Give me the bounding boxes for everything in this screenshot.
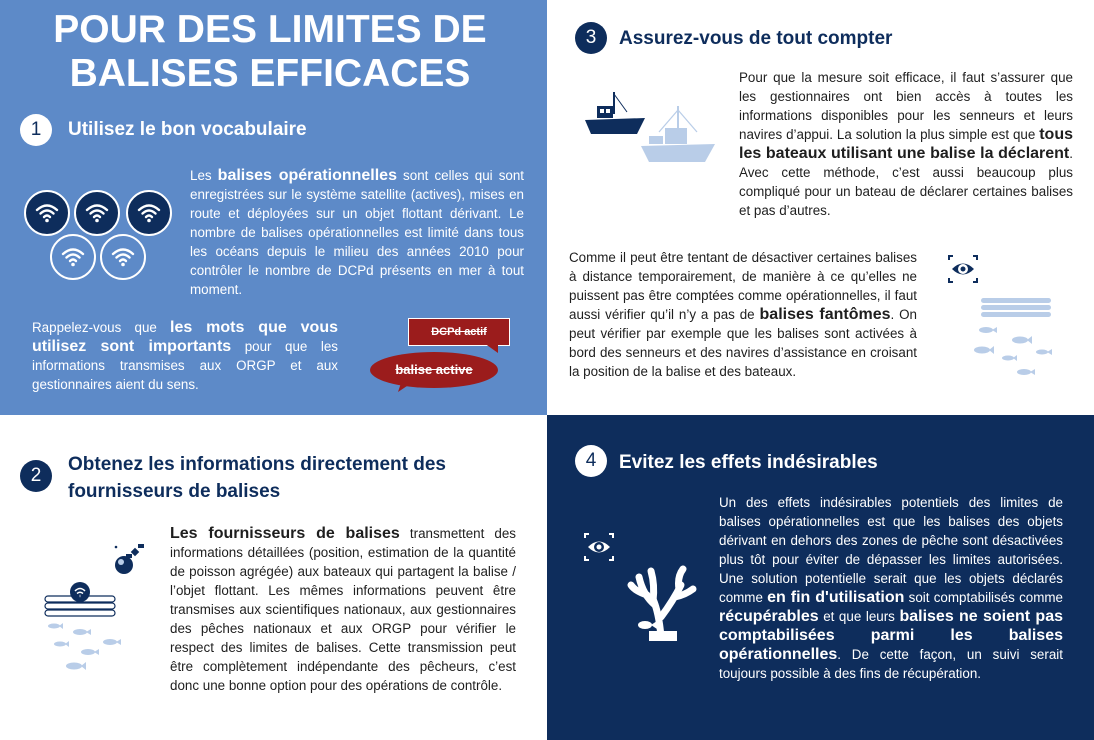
step-number-2: 2 bbox=[20, 460, 52, 492]
reminder-paragraph: Rappelez-vous que les mots que vous utilisez sont importants pour que les informations transmises aux ORGP et aux gestionnaires aient du sens. bbox=[32, 319, 339, 392]
step-number-4: 4 bbox=[575, 445, 607, 477]
wifi-icon bbox=[126, 190, 172, 236]
fishing-boat-icon bbox=[639, 102, 717, 166]
speech-bubble-tail bbox=[398, 380, 418, 394]
section-side-effects bbox=[547, 415, 1094, 740]
ghost-buoys-paragraph: Comme il peut être tentant de désactiver certaines balises à distance temporairement, de manière à ce qu’elles ne puissent pas être comptées comme opérationnelles, il faut aussi vérifier qu’il n’y a pas de balises fantômes. On peut vérifier par exemple que les balises sont activées à bord des senneurs et des navires d’assistance en croisant la position de la balise et des bateaux. bbox=[569, 250, 918, 379]
fish-icon bbox=[972, 324, 1062, 380]
section-vocabulary bbox=[0, 0, 547, 415]
wifi-icon bbox=[50, 234, 96, 280]
section-heading-2: Obtenez les informations directement des fournisseurs de balises bbox=[68, 454, 446, 502]
wifi-icon bbox=[24, 190, 70, 236]
coral-icon bbox=[625, 565, 699, 641]
fishing-boat-icon bbox=[583, 90, 647, 142]
wifi-icon bbox=[74, 190, 120, 236]
step-number-3: 3 bbox=[575, 22, 607, 54]
section-heading-3: Assurez-vous de tout compter bbox=[619, 28, 893, 49]
fish-icon bbox=[40, 620, 130, 680]
vocabulary-paragraph: Les balises opérationnelles sont celles qui sont enregistrées sur le système satellite (actives), mises en route et déployées sur un objet flottant dérivant. Le nombre de balises opérationnelles est limité dans tous les océans depuis le milieu des années 2010 pour contrôler le nombre de DCPd présents en mer à tout moment. bbox=[190, 167, 525, 297]
eye-icon bbox=[583, 532, 615, 562]
speech-bubble-tail bbox=[484, 343, 500, 355]
side-effects-paragraph: Un des effets indésirables potentiels des limites de balises opérationnelles est que les balises des objets dérivant en dehors des zones de pêche sont désactivées plus tôt pour éviter de dépasser les limites autorisées. Une solution potentielle serait que les objets déclarés comme en fin d'utilisation soit comptabilisés comme récupérables et que leurs balises ne soient pas comptabilisées parmi les balises opérationnelles. De cette façon, un suivi serait toujours possible à des fins de récupération. bbox=[719, 495, 1063, 681]
speech-bubble-correct: balise active bbox=[370, 352, 498, 388]
section-count-all bbox=[547, 0, 1094, 415]
step-number-1: 1 bbox=[20, 114, 52, 146]
eye-icon bbox=[947, 254, 979, 284]
page-title: POUR DES LIMITES DE BALISES EFFICACES bbox=[53, 8, 487, 95]
count-paragraph: Pour que la mesure soit efficace, il faut s’assurer que les gestionnaires ont bien accès à toutes les informations disponibles pour les senneurs et leurs navires d’appui. La solution la plus simple est que tous les bateaux utilisant une balise la déclarent. Avec cette méthode, c’est aussi beaucoup plus compliqué pour un bateau de déclarer certaines balises et pas d’autres. bbox=[739, 70, 1073, 218]
section-heading-4: Evitez les effets indésirables bbox=[619, 452, 878, 473]
section-providers bbox=[0, 415, 547, 740]
satellite-icon bbox=[112, 543, 146, 577]
speech-bubble-incorrect: DCPd actif bbox=[408, 318, 510, 346]
fad-raft-icon bbox=[977, 296, 1057, 322]
wifi-icon bbox=[100, 234, 146, 280]
fad-raft-icon bbox=[42, 580, 122, 620]
providers-paragraph: Les fournisseurs de balises transmettent des informations détaillées (position, estimation de la quantité de poisson agrégée) aux bateaux qui partagent la balise / l’objet flottant. Les mêmes informations peuvent être transmises aux scientifiques nationaux, aux gestionnaires des pêches nationaux et aux ORGP pour vérifier le respect des limites de balises. Cette transmission peut être complètement indépendante des pêcheurs, c’est donc une bonne option pour des opérations de contrôle. bbox=[170, 525, 516, 693]
section-heading-1: Utilisez le bon vocabulaire bbox=[68, 119, 307, 140]
